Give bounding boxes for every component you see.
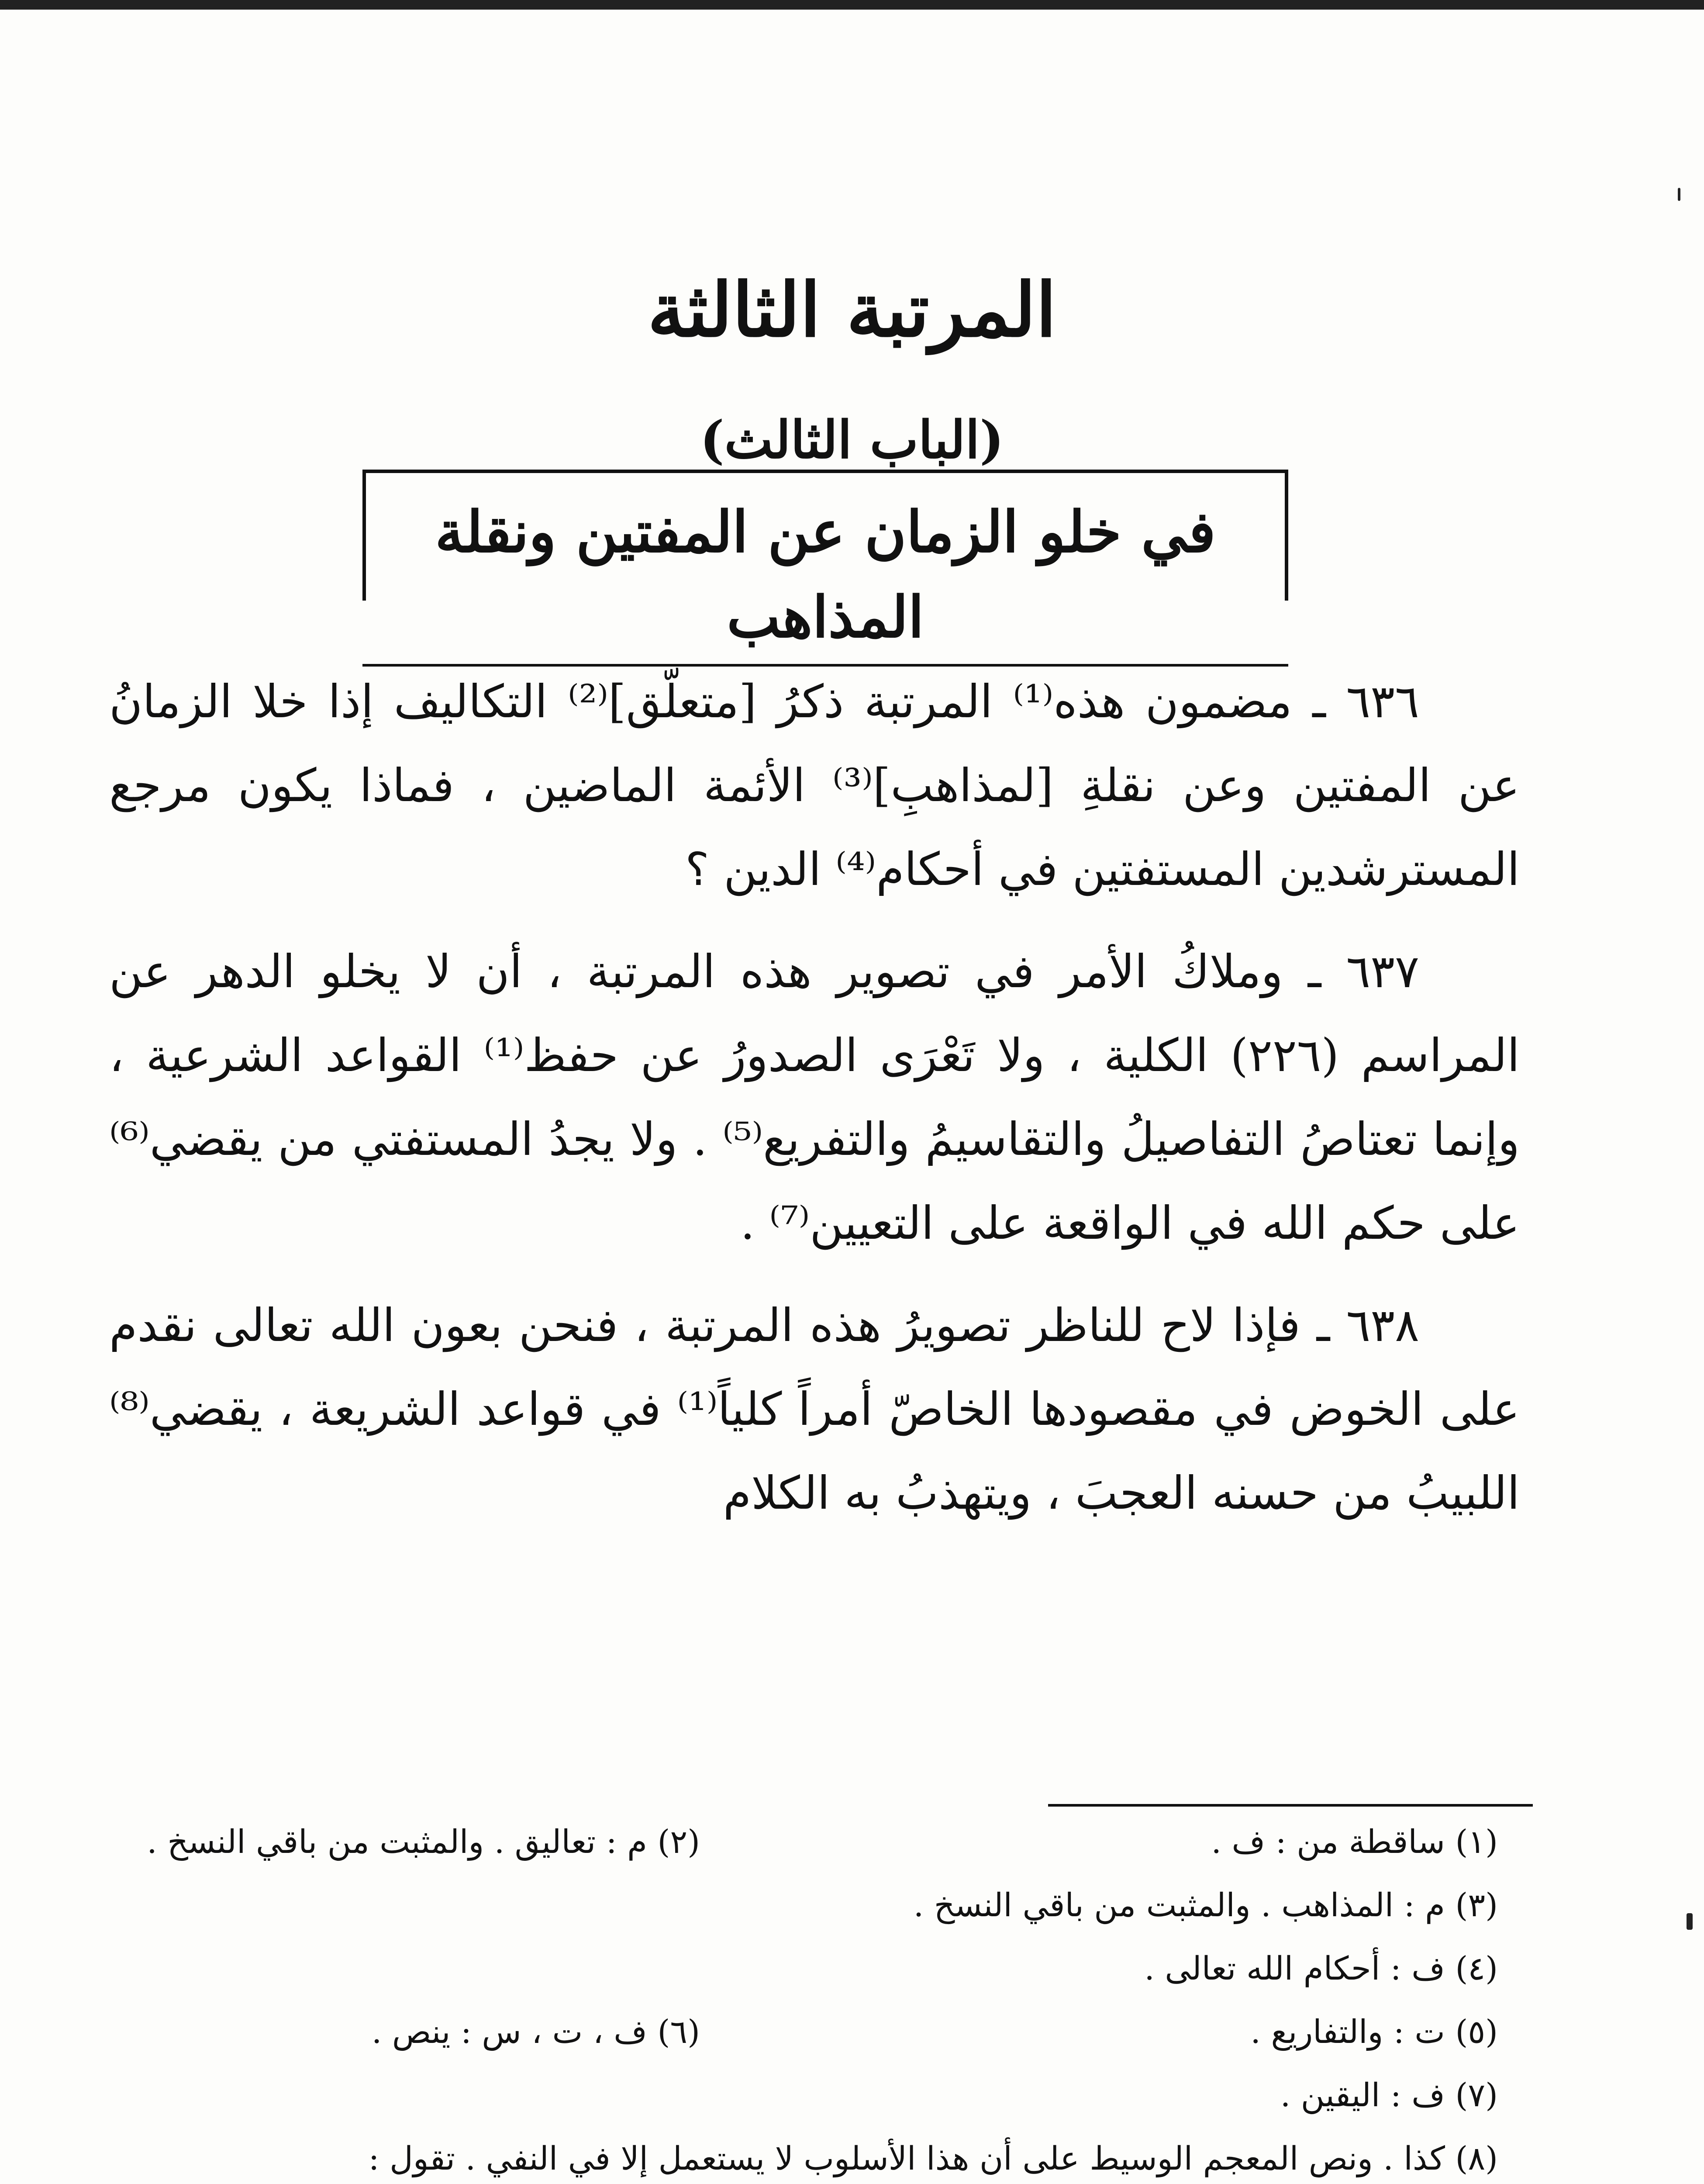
footnotes xyxy=(122,1811,1498,2184)
chapter-title: في خلو الزمان عن المفتين ونقلة المذاهب xyxy=(362,489,1288,667)
rank-title: المرتبة الثالثة xyxy=(647,266,1057,354)
footnote-separator xyxy=(1048,1804,1533,1807)
chapter-label: (الباب الثالث) xyxy=(700,409,1004,470)
footnote-2: (٢) م : تعاليق . والمثبت من باقي النسخ . xyxy=(147,1823,700,1861)
footnote-4: (٤) ف : أحكام الله تعالى . xyxy=(1144,1950,1498,1987)
paragraph-637: ٦٣٧ ـ وملاكُ الأمر في تصوير هذه المرتبة ، أن لا يخلو الدهر عن المراسم (٢٢٦) الكلية ، ولا تَعْرَى الصدورُ عن حفظ⁽¹⁾ القواعد الشرعية ، وإنما تعتاصُ التفاصيلُ والتقاسيمُ والتفريع⁽⁵⁾ . ولا يجدُ المستفتي من يقضي⁽⁶⁾ على حكم الله في الواقعة على التعيين⁽⁷⁾ . xyxy=(109,945,1520,1250)
footnote-6: (٦) ف ، ت ، س : ينص . xyxy=(371,2013,700,2051)
footnote-5: (٥) ت : والتفاريع . xyxy=(1250,2013,1498,2051)
scan-top-edge xyxy=(0,0,1704,10)
scan-margin-mark xyxy=(1678,188,1680,201)
footnote-row xyxy=(122,1811,1498,1874)
body-text xyxy=(109,660,1520,1553)
footnote-8: (٨) كذا . ونص المعجم الوسيط على أن هذا الأسلوب لا يستعمل إلا في النفي . تقول : xyxy=(368,2140,1498,2177)
footnote-row xyxy=(122,2001,1498,2064)
paragraph-636: ٦٣٦ ـ مضمون هذه⁽¹⁾ المرتبة ذكرُ [متعلّق]⁽²⁾ التكاليف إذا خلا الزمانُ عن المفتين وعن نقلةِ [لمذاهبِ]⁽³⁾ الأئمة الماضين ، فماذا يكون مرجع المسترشدين المستفتين في أحكام⁽⁴⁾ الدين ؟ xyxy=(109,675,1520,896)
scan-margin-mark xyxy=(1687,1913,1693,1930)
footnote-1: (١) ساقطة من : ف . xyxy=(1211,1823,1498,1861)
paragraph-638: ٦٣٨ ـ فإذا لاح للناظر تصويرُ هذه المرتبة ، فنحن بعون الله تعالى نقدم على الخوض في مقصودها الخاصّ أمراً كلياً⁽¹⁾ في قواعد الشريعة ، يقضي⁽⁸⁾ اللبيبُ من حسنه العجبَ ، ويتهذبُ به الكلام xyxy=(109,1299,1520,1520)
footnote-3: (٣) م : المذاهب . والمثبت من باقي النسخ . xyxy=(913,1887,1498,1924)
footnote-7: (٧) ف : اليقين . xyxy=(1280,2077,1498,2114)
